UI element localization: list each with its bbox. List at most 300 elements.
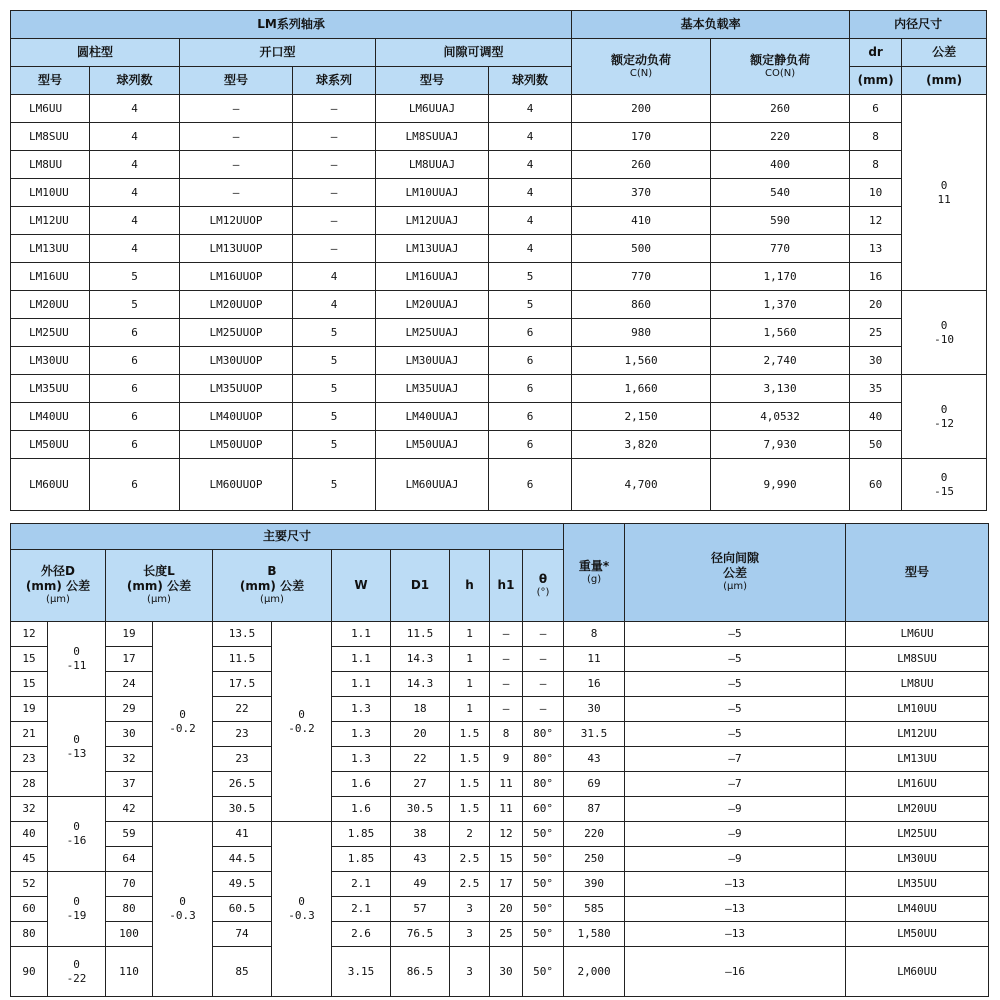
theta-cell: 50°: [523, 872, 564, 897]
length-cell: 100: [106, 922, 153, 947]
outer-d-cell: 60: [11, 897, 48, 922]
theta-label: θ: [538, 571, 548, 586]
model-cell: LM40UU: [11, 403, 90, 431]
clearance-cell: –13: [625, 872, 846, 897]
clearance-cell: –5: [625, 697, 846, 722]
balls-cell: 4: [90, 95, 180, 123]
d1-cell: 49: [391, 872, 450, 897]
balls-cell: 4: [90, 235, 180, 263]
table-row: [11, 319, 987, 347]
dynamic-load-label: 额定动负荷: [611, 52, 672, 67]
theta-cell: 50°: [523, 847, 564, 872]
cylinder-type-header: 圆柱型: [11, 39, 180, 67]
clearance-cell: –9: [625, 797, 846, 822]
b-label: B: [267, 564, 277, 579]
theta-cell: 80°: [523, 772, 564, 797]
outer-d-tolerance-cell: [48, 697, 106, 797]
static-load-cell: 1,560: [711, 319, 850, 347]
balls-cell: 5: [90, 291, 180, 319]
d1-cell: 57: [391, 897, 450, 922]
table-row: [11, 95, 987, 123]
balls-cell: 6: [90, 431, 180, 459]
w-cell: 1.6: [332, 772, 391, 797]
clearance-cell: –7: [625, 772, 846, 797]
length-cell: 42: [106, 797, 153, 822]
dynamic-load-cell: 1,560: [572, 347, 711, 375]
b-tolerance-cell-lower: -0.2: [288, 721, 315, 735]
theta-cell: –: [523, 622, 564, 647]
weight-cell: 69: [564, 772, 625, 797]
outer-d-tolerance-cell-lower: -11: [66, 659, 87, 672]
length-cell: 37: [106, 772, 153, 797]
h-header: h: [450, 550, 490, 622]
bore-dr-cell: 35: [850, 375, 902, 403]
weight-cell: 87: [564, 797, 625, 822]
load-rating-body: [11, 95, 987, 511]
bore-tolerance-cell: [902, 375, 987, 459]
length-tolerance-cell: [153, 822, 213, 997]
clearance-cell: –5: [625, 722, 846, 747]
weight-cell: 8: [564, 622, 625, 647]
b-cell: 49.5: [213, 872, 272, 897]
static-load-header: [711, 39, 850, 95]
h1-header: h1: [490, 550, 523, 622]
balls-cell: 6: [90, 319, 180, 347]
bore-dr-cell: 40: [850, 403, 902, 431]
load-rating-table: [10, 10, 987, 511]
adj-balls-cell: 6: [489, 347, 572, 375]
ball-series-cell: –: [293, 95, 376, 123]
d1-cell: 43: [391, 847, 450, 872]
w-cell: 3.15: [332, 947, 391, 997]
open-model-cell: LM25UUOP: [180, 319, 293, 347]
length-cell: 30: [106, 722, 153, 747]
adj-balls-cell: 4: [489, 179, 572, 207]
static-load-unit: CO(N): [765, 67, 796, 79]
h1-cell: –: [490, 672, 523, 697]
outer-d-cell: 90: [11, 947, 48, 997]
dynamic-load-cell: 410: [572, 207, 711, 235]
dynamic-load-cell: 4,700: [572, 459, 711, 511]
ball-series-cell: 5: [293, 347, 376, 375]
dynamic-load-cell: 200: [572, 95, 711, 123]
b-tolerance-cell-lower: -0.3: [288, 909, 315, 922]
h-cell: 1: [450, 647, 490, 672]
w-cell: 2.1: [332, 897, 391, 922]
length-cell: 29: [106, 697, 153, 722]
adj-model-cell: LM35UUAJ: [376, 375, 489, 403]
model-header: 型号: [11, 67, 90, 95]
balls-cell: 4: [90, 207, 180, 235]
h-cell: 3: [450, 947, 490, 997]
open-model-header: 型号: [180, 67, 293, 95]
model-cell: LM12UU: [11, 207, 90, 235]
weight-cell: 16: [564, 672, 625, 697]
adjustable-type-header: 间隙可调型: [376, 39, 572, 67]
b-header: [213, 550, 332, 622]
radial-clearance-unit: (μm): [723, 581, 747, 593]
w-cell: 1.6: [332, 797, 391, 822]
bore-tolerance-cell-upper: 0: [940, 178, 948, 192]
open-model-cell: LM13UUOP: [180, 235, 293, 263]
bore-tolerance-cell-lower: -15: [934, 484, 955, 498]
adj-balls-cell: 4: [489, 95, 572, 123]
outer-d-cell: 40: [11, 822, 48, 847]
h-cell: 2.5: [450, 872, 490, 897]
w-cell: 1.85: [332, 822, 391, 847]
bore-dr-cell: 10: [850, 179, 902, 207]
w-cell: 1.1: [332, 647, 391, 672]
static-load-cell: 400: [711, 151, 850, 179]
bore-dr-cell: 8: [850, 123, 902, 151]
open-model-cell: LM50UUOP: [180, 431, 293, 459]
adj-balls-cell: 5: [489, 263, 572, 291]
d1-cell: 76.5: [391, 922, 450, 947]
theta-cell: 50°: [523, 922, 564, 947]
d1-cell: 22: [391, 747, 450, 772]
model-cell: LM13UU: [11, 235, 90, 263]
adj-balls-cell: 6: [489, 375, 572, 403]
table-row: [11, 459, 987, 511]
h-cell: 3: [450, 897, 490, 922]
theta-cell: 60°: [523, 797, 564, 822]
outer-d-cell: 32: [11, 797, 48, 822]
h1-cell: –: [490, 647, 523, 672]
length-cell: 70: [106, 872, 153, 897]
model-cell: LM40UU: [846, 897, 989, 922]
adj-balls-cell: 4: [489, 151, 572, 179]
d1-cell: 30.5: [391, 797, 450, 822]
adj-model-cell: LM60UUAJ: [376, 459, 489, 511]
d1-cell: 11.5: [391, 622, 450, 647]
table-row: [11, 822, 989, 847]
static-load-cell: 260: [711, 95, 850, 123]
weight-header: [564, 524, 625, 622]
table-row: [11, 207, 987, 235]
ball-series-cell: –: [293, 151, 376, 179]
adj-balls-cell: 6: [489, 319, 572, 347]
outer-d-tolerance-cell-lower: -13: [66, 746, 87, 760]
dynamic-load-cell: 170: [572, 123, 711, 151]
static-load-cell: 540: [711, 179, 850, 207]
dynamic-load-cell: 860: [572, 291, 711, 319]
theta-cell: –: [523, 672, 564, 697]
b-tolerance-cell: [272, 822, 332, 997]
w-cell: 2.1: [332, 872, 391, 897]
dynamic-load-cell: 1,660: [572, 375, 711, 403]
length-tolerance-cell-lower: -0.2: [169, 721, 196, 735]
adjustable-model-header: 型号: [376, 67, 489, 95]
weight-label: 重量*: [578, 558, 610, 573]
table-row: [11, 291, 987, 319]
outer-diameter-label: 外径D: [41, 564, 75, 579]
dr-unit: (mm): [850, 67, 902, 95]
static-load-cell: 2,740: [711, 347, 850, 375]
outer-d-tolerance-cell-upper: 0: [73, 820, 80, 834]
radial-clearance-label: 径向间隙: [711, 551, 760, 566]
table-row: [11, 375, 987, 403]
outer-d-tolerance-cell-upper: 0: [73, 957, 80, 971]
b-cell: 85: [213, 947, 272, 997]
static-load-cell: 9,990: [711, 459, 850, 511]
h-cell: 1: [450, 672, 490, 697]
ball-series-cell: 5: [293, 319, 376, 347]
clearance-cell: –7: [625, 747, 846, 772]
open-type-header: 开口型: [180, 39, 376, 67]
clearance-cell: –9: [625, 822, 846, 847]
outer-d-cell: 15: [11, 672, 48, 697]
length-label: 长度L: [143, 564, 175, 579]
dynamic-load-cell: 500: [572, 235, 711, 263]
ball-series-cell: 5: [293, 403, 376, 431]
table-row: [11, 403, 987, 431]
model-cell: LM50UU: [846, 922, 989, 947]
length-um: (μm): [147, 594, 171, 606]
adjustable-ball-rows-header: 球列数: [489, 67, 572, 95]
d1-header: D1: [391, 550, 450, 622]
weight-cell: 220: [564, 822, 625, 847]
bore-tolerance-cell-lower: -10: [934, 332, 955, 346]
model-cell: LM60UU: [846, 947, 989, 997]
model-cell: LM13UU: [846, 747, 989, 772]
length-cell: 24: [106, 672, 153, 697]
w-cell: 1.3: [332, 697, 391, 722]
model-cell: LM30UU: [846, 847, 989, 872]
b-cell: 44.5: [213, 847, 272, 872]
theta-cell: –: [523, 647, 564, 672]
outer-d-cell: 52: [11, 872, 48, 897]
h1-cell: 11: [490, 797, 523, 822]
weight-cell: 31.5: [564, 722, 625, 747]
load-rating-header: 基本负载率: [572, 11, 850, 39]
adj-model-cell: LM20UUAJ: [376, 291, 489, 319]
open-model-cell: LM12UUOP: [180, 207, 293, 235]
h-cell: 3: [450, 922, 490, 947]
outer-d-cell: 15: [11, 647, 48, 672]
w-cell: 1.1: [332, 622, 391, 647]
adj-model-cell: LM25UUAJ: [376, 319, 489, 347]
dynamic-load-cell: 370: [572, 179, 711, 207]
outer-d-tolerance-cell-lower: -22: [66, 971, 87, 985]
b-cell: 26.5: [213, 772, 272, 797]
clearance-cell: –5: [625, 647, 846, 672]
clearance-cell: –5: [625, 672, 846, 697]
dynamic-load-cell: 260: [572, 151, 711, 179]
w-cell: 1.3: [332, 722, 391, 747]
open-model-cell: LM40UUOP: [180, 403, 293, 431]
bore-dr-cell: 30: [850, 347, 902, 375]
static-load-cell: 4,0532: [711, 403, 850, 431]
outer-diameter-header: [11, 550, 106, 622]
h1-cell: 20: [490, 897, 523, 922]
model-cell: LM8UU: [11, 151, 90, 179]
static-load-cell: 1,370: [711, 291, 850, 319]
b-cell: 60.5: [213, 897, 272, 922]
adj-balls-cell: 4: [489, 123, 572, 151]
d1-cell: 27: [391, 772, 450, 797]
w-cell: 2.6: [332, 922, 391, 947]
model-cell: LM12UU: [846, 722, 989, 747]
b-cell: 74: [213, 922, 272, 947]
ball-series-cell: 4: [293, 263, 376, 291]
outer-d-tolerance-cell: [48, 872, 106, 947]
bore-size-header: 内径尺寸: [850, 11, 987, 39]
model-cell: LM35UU: [846, 872, 989, 897]
dimension-body: [11, 622, 989, 997]
weight-unit: (g): [586, 573, 602, 585]
b-tolerance-cell: [272, 622, 332, 822]
theta-cell: 50°: [523, 897, 564, 922]
weight-cell: 585: [564, 897, 625, 922]
b-tolerance-cell-upper: 0: [298, 707, 305, 721]
outer-d-tolerance-cell: [48, 622, 106, 697]
b-cell: 23: [213, 747, 272, 772]
outer-d-cell: 45: [11, 847, 48, 872]
d1-cell: 14.3: [391, 672, 450, 697]
clearance-cell: –9: [625, 847, 846, 872]
outer-d-cell: 21: [11, 722, 48, 747]
theta-cell: 50°: [523, 947, 564, 997]
weight-cell: 1,580: [564, 922, 625, 947]
theta-cell: 80°: [523, 722, 564, 747]
h1-cell: 17: [490, 872, 523, 897]
adj-model-cell: LM8SUUAJ: [376, 123, 489, 151]
d1-cell: 14.3: [391, 647, 450, 672]
length-cell: 80: [106, 897, 153, 922]
clearance-cell: –16: [625, 947, 846, 997]
b-cell: 17.5: [213, 672, 272, 697]
h1-cell: 25: [490, 922, 523, 947]
open-model-cell: –: [180, 123, 293, 151]
balls-cell: 4: [90, 179, 180, 207]
open-model-cell: LM20UUOP: [180, 291, 293, 319]
bore-dr-cell: 8: [850, 151, 902, 179]
dynamic-load-header: [572, 39, 711, 95]
adj-model-cell: LM6UUAJ: [376, 95, 489, 123]
length-tolerance-cell-lower: -0.3: [169, 909, 196, 922]
adj-balls-cell: 6: [489, 459, 572, 511]
clearance-cell: –13: [625, 922, 846, 947]
bore-tolerance-cell: [902, 459, 987, 511]
dynamic-load-cell: 3,820: [572, 431, 711, 459]
clearance-cell: –13: [625, 897, 846, 922]
outer-d-tolerance-cell-lower: -16: [66, 834, 87, 847]
weight-cell: 390: [564, 872, 625, 897]
adj-model-cell: LM50UUAJ: [376, 431, 489, 459]
adj-model-cell: LM8UUAJ: [376, 151, 489, 179]
open-model-cell: LM60UUOP: [180, 459, 293, 511]
model-cell: LM25UU: [846, 822, 989, 847]
h-cell: 1: [450, 697, 490, 722]
h1-cell: 11: [490, 772, 523, 797]
outer-d-cell: 28: [11, 772, 48, 797]
static-load-cell: 3,130: [711, 375, 850, 403]
outer-d-tolerance-cell-upper: 0: [73, 732, 80, 746]
tolerance-unit: (mm): [902, 67, 987, 95]
table-row: [11, 235, 987, 263]
static-load-cell: 590: [711, 207, 850, 235]
length-tolerance-cell-upper: 0: [179, 895, 186, 909]
model-cell: LM8SUU: [846, 647, 989, 672]
theta-unit: (°): [536, 586, 550, 598]
dynamic-load-cell: 2,150: [572, 403, 711, 431]
open-model-cell: LM30UUOP: [180, 347, 293, 375]
lm-series-header: LM系列轴承: [11, 11, 572, 39]
model-cell: LM60UU: [11, 459, 90, 511]
table-row: [11, 263, 987, 291]
b-um: (μm): [260, 594, 284, 606]
b-cell: 22: [213, 697, 272, 722]
h1-cell: –: [490, 697, 523, 722]
model-cell: LM16UU: [846, 772, 989, 797]
b-cell: 30.5: [213, 797, 272, 822]
bore-tolerance-cell-upper: 0: [940, 318, 948, 332]
model-cell: LM35UU: [11, 375, 90, 403]
length-cell: 17: [106, 647, 153, 672]
weight-cell: 30: [564, 697, 625, 722]
bottom-model-header: 型号: [846, 524, 989, 622]
main-dimensions-header: 主要尺寸: [11, 524, 564, 550]
static-load-label: 额定静负荷: [750, 52, 811, 67]
h-cell: 1.5: [450, 797, 490, 822]
adj-balls-cell: 6: [489, 403, 572, 431]
length-header: [106, 550, 213, 622]
open-model-cell: LM35UUOP: [180, 375, 293, 403]
outer-d-cell: 12: [11, 622, 48, 647]
weight-cell: 43: [564, 747, 625, 772]
theta-header: [523, 550, 564, 622]
balls-cell: 6: [90, 375, 180, 403]
theta-cell: 50°: [523, 822, 564, 847]
b-cell: 11.5: [213, 647, 272, 672]
open-model-cell: –: [180, 95, 293, 123]
balls-cell: 6: [90, 403, 180, 431]
adj-balls-cell: 5: [489, 291, 572, 319]
h-cell: 2: [450, 822, 490, 847]
h1-cell: 15: [490, 847, 523, 872]
b-cell: 41: [213, 822, 272, 847]
table-row: [11, 123, 987, 151]
balls-cell: 6: [90, 347, 180, 375]
w-cell: 1.1: [332, 672, 391, 697]
b-unit: (mm) 公差: [239, 579, 305, 594]
ball-series-cell: 4: [293, 291, 376, 319]
bore-dr-cell: 50: [850, 431, 902, 459]
theta-cell: 80°: [523, 747, 564, 772]
outer-d-tolerance-cell-lower: -19: [66, 909, 87, 922]
h1-cell: 8: [490, 722, 523, 747]
weight-cell: 11: [564, 647, 625, 672]
theta-cell: –: [523, 697, 564, 722]
radial-clearance-tolerance: 公差: [723, 566, 748, 581]
balls-cell: 4: [90, 151, 180, 179]
length-cell: 110: [106, 947, 153, 997]
dynamic-load-unit: C(N): [629, 67, 653, 79]
adj-balls-cell: 6: [489, 431, 572, 459]
radial-clearance-header: [625, 524, 846, 622]
open-model-cell: –: [180, 151, 293, 179]
b-tolerance-cell-upper: 0: [298, 895, 305, 909]
d1-cell: 18: [391, 697, 450, 722]
outer-d-tolerance-cell-upper: 0: [73, 895, 80, 909]
h-cell: 1.5: [450, 722, 490, 747]
adj-model-cell: LM40UUAJ: [376, 403, 489, 431]
length-tolerance-cell: [153, 622, 213, 822]
bore-tolerance-cell: [902, 95, 987, 291]
bore-tolerance-cell-upper: 0: [940, 470, 948, 484]
open-model-cell: LM16UUOP: [180, 263, 293, 291]
dynamic-load-cell: 980: [572, 319, 711, 347]
